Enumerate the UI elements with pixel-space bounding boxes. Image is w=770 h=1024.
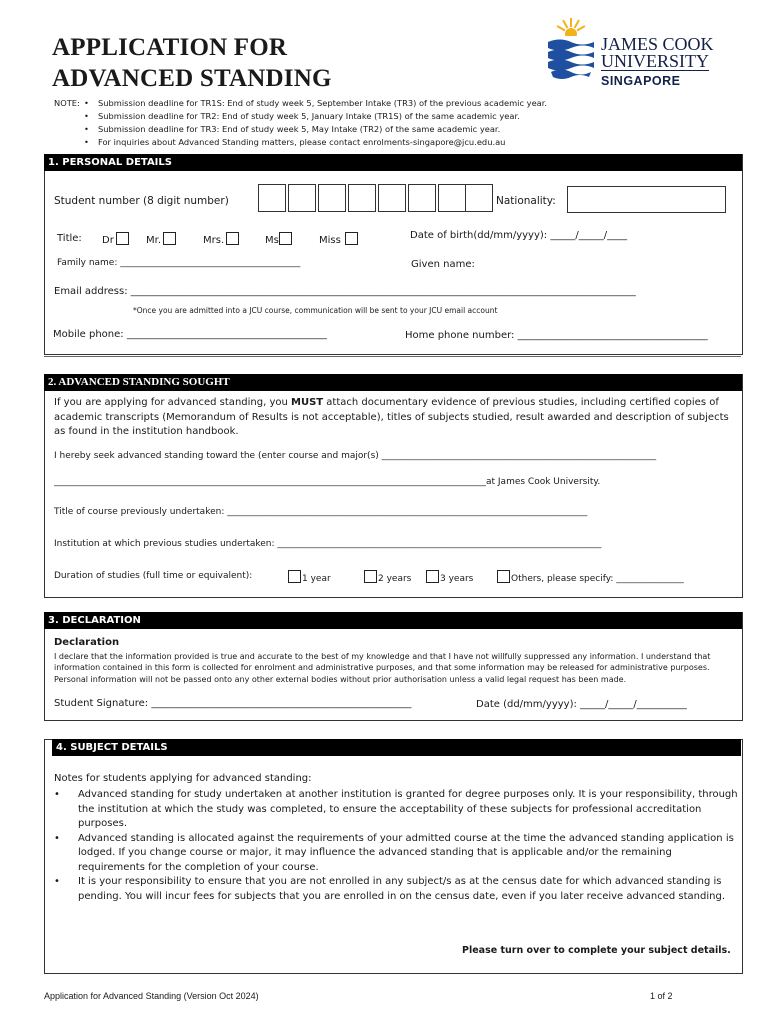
logo-line-1: JAMES COOK [601,34,714,54]
title-miss-label: Miss [319,235,341,246]
email-note: *Once you are admitted into a JCU course, communication will be sent to your JCU email account [133,306,498,315]
subject-details-header [52,739,741,756]
title-mr-checkbox[interactable] [163,232,176,245]
page-title [52,32,332,94]
home-phone-field[interactable]: Home phone number: ______________________________________ [405,330,708,341]
declaration-header [44,612,742,629]
student-number-digit-4[interactable] [348,184,376,212]
duration-1-year-label: 1 year [302,574,331,584]
personal-details-header [44,154,742,171]
duration-3-years[interactable] [426,570,473,584]
section-3-title: 3. DECLARATION [48,615,141,626]
title-line-2: ADVANCED STANDING [52,65,332,92]
student-number-label: Student number (8 digit number) [54,195,229,207]
declaration-date-field[interactable]: Date (dd/mm/yyyy): _____/_____/__________ [476,699,687,710]
institution-field[interactable]: Institution at which previous studies undertaken: ________________________________________________________________________ [54,539,602,549]
section-2-title: 2. ADVANCED STANDING SOUGHT [48,376,230,388]
note-item: • Submission deadline for TR1S: End of study week 5, September Intake (TR3) of the previous academic year. [84,97,547,110]
note-item: • For inquiries about Advanced Standing matters, please contact enrolments-singapore@jcu.edu.au [84,136,547,149]
student-number-digit-2[interactable] [288,184,316,212]
notes-list [54,97,547,149]
intro-text: If you are applying for advanced standing, you [54,397,291,408]
jcu-emblem-icon [546,14,596,92]
duration-label: Duration of studies (full time or equivalent): [54,571,253,581]
duration-2-years[interactable] [364,570,411,584]
subject-note-item: • It is your responsibility to ensure that you are not enrolled in any subject/s as at the census date for which advanced standing is pending. You will incur fees for subjects that you are enrolled in on the census date, even if you later receive advanced standing. [54,875,738,904]
title-mr-label: Mr. [146,235,161,246]
student-number-digit-3[interactable] [318,184,346,212]
nationality-field[interactable] [567,186,726,213]
email-field[interactable]: Email address: _____________________________________________________________________________________________________ [54,286,636,297]
student-number-digit-7[interactable] [438,184,466,212]
duration-other[interactable] [497,570,684,584]
duration-other-label: Others, please specify: _______________ [511,574,684,584]
note-item: • Submission deadline for TR3: End of study week 5, May Intake (TR2) of the same academic year. [84,123,547,136]
student-signature-field[interactable]: Student Signature: ____________________________________________________ [54,698,412,709]
duration-1-year[interactable] [288,570,331,584]
note-item: • Submission deadline for TR2: End of study week 5, January Intake (TR1S) of the same academic year. [84,110,547,123]
logo-line-3: SINGAPORE [601,74,681,88]
student-number-digit-8[interactable] [465,184,493,212]
declaration-subheading: Declaration [54,637,120,648]
student-number-digit-5[interactable] [378,184,406,212]
logo-line-2: UNIVERSITY [601,51,709,71]
jcu-logo [546,14,736,94]
notes-block [54,97,547,149]
logo-text [601,36,714,90]
student-number-digit-6[interactable] [408,184,436,212]
footer-version: Application for Advanced Standing (Version Oct 2024) [44,991,259,1001]
subject-notes-list [54,788,738,904]
turn-over-note: Please turn over to complete your subject details. [462,945,731,956]
title-line-1: APPLICATION FOR [52,34,288,61]
title-ms-checkbox[interactable] [279,232,292,245]
notes-label: NOTE: [54,98,80,108]
title-mrs-checkbox[interactable] [226,232,239,245]
title-label: Title: [57,233,82,244]
page-number: 1 of 2 [650,991,673,1001]
duration-3-years-label: 3 years [440,574,474,584]
previous-course-field[interactable]: Title of course previously undertaken: ________________________________________________________________________________ [54,507,588,517]
intro-text-rest: attach documentary evidence of previous studies, including certified copies of academic transcripts (Memorandum of Results is not acceptable), titles of subjects studied, result awarded and description of subjects as found in the institution handbook. [54,397,729,437]
course-sought-line-2[interactable]: ________________________________________________________________________________________________at James Cook University. [54,477,601,487]
duration-2-years-checkbox[interactable] [364,570,377,583]
title-option-mr[interactable] [146,232,176,246]
title-option-mrs[interactable] [203,232,239,246]
duration-1-year-checkbox[interactable] [288,570,301,583]
title-dr-label: Dr [102,235,114,246]
given-name-field[interactable]: Given name: [411,259,475,270]
mobile-phone-field[interactable]: Mobile phone: ________________________________________ [53,329,327,340]
family-name-field[interactable]: Family name: ________________________________________ [57,258,301,268]
subject-notes-title: Notes for students applying for advanced standing: [54,773,312,784]
duration-other-checkbox[interactable] [497,570,510,583]
title-option-dr[interactable] [102,232,129,246]
declaration-text: I declare that the information provided is true and accurate to the best of my knowledge and that I have not willfully suppressed any information. I understand that information contained in this form is collected for enrolment and administrative purposes, and that some information may be released for administrative purposes. Personal information will not be passed onto any other external bodies without prior authorisation unless a valid legal request has been made. [54,652,711,684]
section-divider [44,356,741,357]
duration-2-years-label: 2 years [378,574,412,584]
title-option-ms[interactable] [265,232,292,246]
title-dr-checkbox[interactable] [116,232,129,245]
duration-3-years-checkbox[interactable] [426,570,439,583]
title-option-miss[interactable] [319,232,358,246]
title-miss-checkbox[interactable] [345,232,358,245]
date-of-birth-field[interactable]: Date of birth(dd/mm/yyyy): _____/_____/____ [410,230,628,241]
title-ms-label: Ms [265,235,279,246]
nationality-label: Nationality: [496,195,556,207]
advanced-standing-intro [54,396,734,440]
section-4-title: 4. SUBJECT DETAILS [56,742,168,753]
advanced-standing-header [44,374,742,391]
intro-must: MUST [291,397,324,408]
subject-note-item: • Advanced standing for study undertaken at another institution is granted for degree purposes only. It is your responsibility, through the institution at which the study was completed, to ensure the acceptability of these subjects for professional accreditation purposes. [54,788,738,832]
course-sought-field[interactable]: I hereby seek advanced standing toward the (enter course and major(s) _____________________________________________________________ [54,451,657,461]
title-mrs-label: Mrs. [203,235,225,246]
section-1-title: 1. PERSONAL DETAILS [48,157,172,168]
student-number-digit-1[interactable] [258,184,286,212]
subject-note-item: • Advanced standing is allocated against the requirements of your admitted course at the time the advanced standing application is lodged. If you change course or major, it may influence the advanced standing that is applicable and/or the remaining requirements for the completion of your course. [54,832,738,876]
